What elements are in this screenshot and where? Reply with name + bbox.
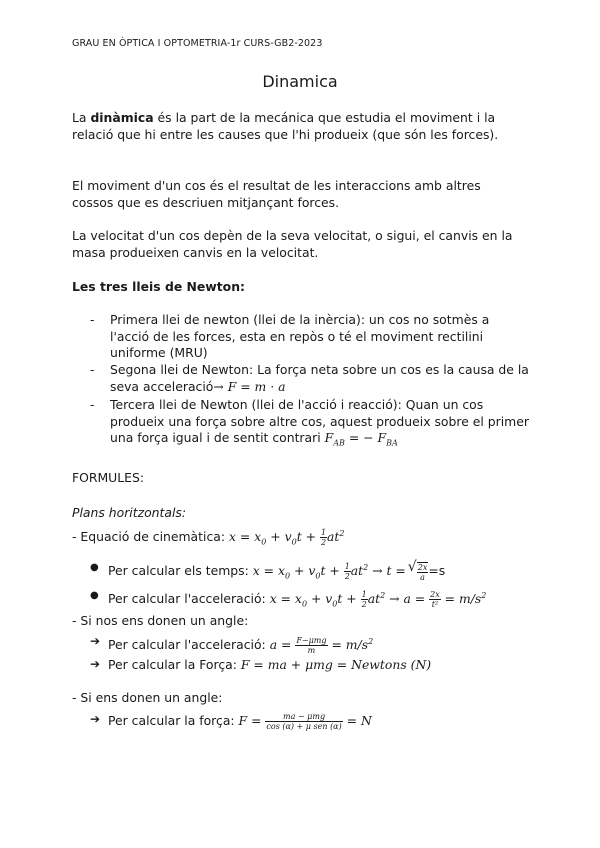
cinematica-line <box>72 526 345 551</box>
law3-mid: = − F <box>344 430 387 445</box>
accel-label: Per calcular l'acceleració: <box>108 591 266 607</box>
arrow-icon: ➔ <box>90 712 101 726</box>
intro-paragraph-3: La velocitat d'un cos depèn de la seva velocitat, o sigui, el canvis en la masa produeixen canvis en la velocitat. <box>72 228 513 260</box>
angle-result: = N <box>346 713 372 728</box>
angle-numerator: ma − μmg <box>265 712 342 722</box>
cinematica-label: - Equació de cinemàtica: <box>72 529 226 545</box>
angle-heading: - Si ens donen un angle: <box>72 690 223 705</box>
no-angle-force-formula: F = ma + μmg = Newtons (N) <box>240 657 432 672</box>
accel-line <box>108 588 486 613</box>
newton-heading: Les tres lleis de Newton: <box>72 279 245 294</box>
newton-law-3-text <box>110 397 530 452</box>
no-angle-force-line <box>108 657 431 673</box>
temps-result: =s <box>428 563 446 579</box>
angle-force-label: Per calcular la força: <box>108 713 235 728</box>
cinematica-formula: $x = x_0 + v_0t$ + $\frac{1}{2}$ $at^2$ <box>228 528 345 548</box>
no-angle-heading: - Si nos ens donen un angle: <box>72 613 249 628</box>
list-dash: - <box>90 312 95 327</box>
temps-formula: $x = x_0 + v_0t$ + $\frac{1}{2}$ $at^2 \to t$ = √ $\frac{2x}{a}$ <box>253 563 429 578</box>
law3-text: Tercera llei de Newton (llei de l'acció i reacció): Quan un cos produeix una força sobre altre cos, aquest produeix sobre el primer una força igual i de sentit contrari <box>110 397 529 445</box>
newton-law-1-text: Primera llei de newton (llei de la inèrcia): un cos no sotmès a l'acció de les forces, esta en repòs o té el moviment rectilini uniforme (MRU) <box>110 312 490 360</box>
list-dash: - <box>90 397 95 412</box>
bullet-icon: ● <box>90 590 99 601</box>
no-angle-force-label: Per calcular la Força: <box>108 657 237 672</box>
law3-f1: F <box>324 430 334 445</box>
temps-line <box>108 560 445 585</box>
arrow-icon: ➔ <box>90 634 101 648</box>
temps-label: Per calcular els temps: <box>108 563 249 579</box>
intro-paragraph-1 <box>72 110 524 143</box>
angle-denominator: cos (α) + μ sen (α) <box>266 722 342 731</box>
plans-horitzontals-heading: Plans horitzontals: <box>72 505 187 520</box>
law3-sub-ab: AB <box>333 438 345 448</box>
bullet-icon: ● <box>90 562 99 573</box>
no-angle-accel-label: Per calcular l'acceleració: <box>108 637 266 653</box>
intro-paragraph-2: El moviment d'un cos és el resultat de les interaccions amb altres cossos que es descriuen mitjançant forces. <box>72 178 481 210</box>
law2-text: Segona llei de Newton: La força neta sobre un cos es la causa de la seva acceleració <box>110 362 529 394</box>
accel-formula: $x = x_0 + v_0t$ + $\frac{1}{2}$ $at^2 \to a$ = $\frac{2x}{\text{t²}}$ = $m/s^2$ <box>269 590 487 610</box>
formules-heading: FORMULES: <box>72 470 145 485</box>
list-dash: - <box>90 362 95 377</box>
law3-sub-ba: BA <box>386 438 398 448</box>
intro-p1-start: La <box>72 110 91 125</box>
no-angle-accel-line <box>108 634 373 655</box>
accel-unit: = m/s <box>444 591 482 607</box>
angle-force-line <box>108 712 372 731</box>
page-title: Dinamica <box>262 72 338 91</box>
intro-p1-bold: dinàmica <box>90 110 154 125</box>
page-header: GRAU EN ÒPTICA I OPTOMETRIA-1r CURS-GB2-2023 <box>72 38 323 49</box>
no-angle-accel-formula: a = $\frac{\text{F−μmg}}{m}$ = $m/s^2$ <box>269 636 374 656</box>
newton-law-2-text <box>110 362 530 395</box>
law2-formula: → F = m · a <box>213 378 286 394</box>
angle-force-formula: F = $\frac{\text{ma − μmg}}{\text{cos (α) + μ sen (α)}}$ = N <box>238 712 372 731</box>
law3-formula <box>324 430 398 448</box>
intro-p1-rest: és la part de la mecánica que estudia el moviment i la relació que hi entre les causes que l'hi produeix (que són les forces). <box>72 110 499 142</box>
arrow-icon: ➔ <box>90 657 101 671</box>
